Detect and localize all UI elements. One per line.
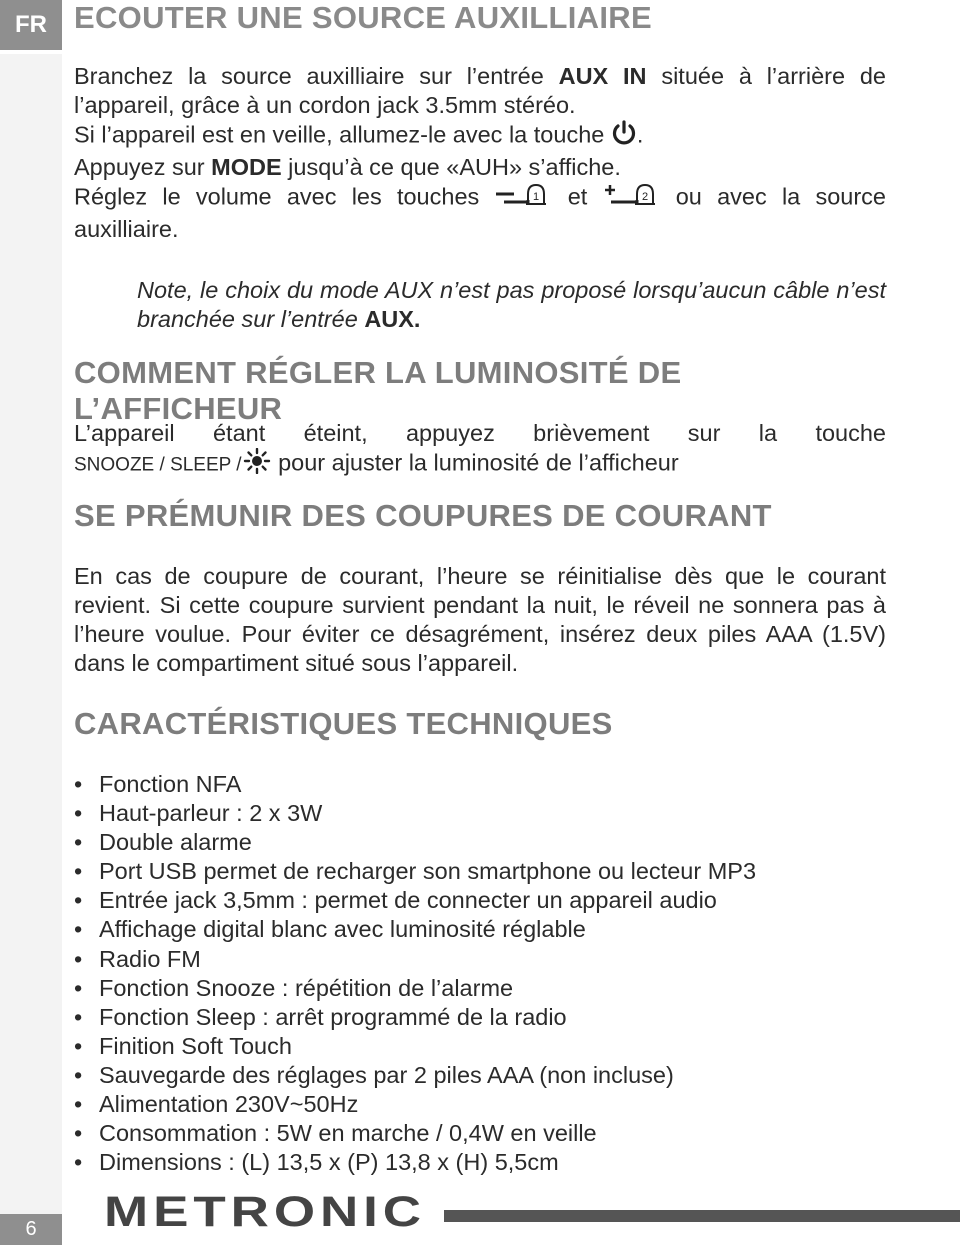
text: située à l’arrière de l’appareil, grâce à un cordon jack 3.5mm stéréo.: [74, 63, 886, 118]
list-item: [74, 1119, 886, 1148]
bullet: •: [74, 858, 83, 885]
bullet: •: [74, 1003, 83, 1030]
list-item: [74, 1061, 886, 1090]
snooze-sleep-label: SNOOZE / SLEEP /: [74, 454, 242, 476]
list-item: [74, 886, 886, 915]
text: ou avec la source auxilliaire.: [74, 183, 886, 242]
text: Appuyez sur: [74, 154, 212, 180]
power-cut-text: En cas de coupure de courant, l’heure se réinitialise dès que le courant revient. Si cette coupure survient pendant la nuit, le réveil ne sonnera pas à l’heure voulue. Pour éviter ce désagrément, insérez deux piles AAA (1.5V) dans le compartiment situé sous l’appareil.: [74, 563, 886, 676]
section-title-power-cut: SE PRÉMUNIR DES COUPURES DE COURANT: [74, 498, 772, 533]
list-item-text: Affichage digital blanc avec luminosité réglable: [99, 916, 586, 943]
list-item-text: Entrée jack 3,5mm : permet de connecter un appareil audio: [99, 887, 717, 914]
list-item: [74, 1003, 886, 1032]
text: Réglez le volume avec les touches: [74, 183, 495, 210]
list-item: [74, 1090, 886, 1119]
svg-text:1: 1: [533, 191, 540, 203]
bullet: •: [74, 945, 83, 972]
aux-in-label: AUX IN: [558, 63, 647, 89]
specs-list-block: [74, 770, 886, 1177]
specs-list: [74, 770, 886, 1177]
text: Si l’appareil est en veille, allumez-le avec la touche: [74, 121, 611, 148]
list-item-text: Consommation : 5W en marche / 0,4W en veille: [99, 1120, 597, 1147]
side-margin-bar: [0, 54, 62, 1214]
list-item-text: Fonction NFA: [99, 771, 242, 797]
section-title-brightness: COMMENT RÉGLER LA LUMINOSITÉ DE L’AFFICHEUR: [74, 355, 682, 426]
list-item: [74, 945, 886, 974]
brightness-line-2: [74, 448, 886, 481]
section-title-aux: ECOUTER UNE SOURCE AUXILLIAIRE: [74, 0, 652, 35]
bullet: •: [74, 1149, 83, 1176]
aux-paragraph-4: [74, 182, 886, 244]
list-item-text: Haut-parleur : 2 x 3W: [99, 800, 323, 827]
page-number: 6: [0, 1214, 62, 1245]
list-item: [74, 828, 886, 857]
volume-down-alarm1-icon: [494, 182, 552, 215]
aux-paragraph-2: [74, 120, 886, 153]
list-item-text: Fonction Snooze : répétition de l’alarme: [99, 974, 514, 1001]
list-item: [74, 974, 886, 1003]
aux-note: [137, 276, 886, 334]
list-item: [74, 915, 886, 944]
list-item-text: Finition Soft Touch: [99, 1032, 292, 1059]
text: .: [636, 121, 644, 148]
list-item-text: Double alarme: [99, 829, 252, 856]
svg-text:2: 2: [641, 191, 648, 203]
list-item-text: Fonction Sleep : arrêt programmé de la radio: [99, 1003, 567, 1030]
section-title-specs: CARACTÉRISTIQUES TECHNIQUES: [74, 706, 613, 741]
text: jusqu’à ce que «AUH» s’affiche.: [281, 154, 621, 180]
list-item: [74, 799, 886, 828]
power-cut-text-block: [74, 562, 886, 678]
power-icon: [611, 120, 637, 153]
footer-rule: [444, 1210, 960, 1222]
text: Note, le choix du mode AUX n’est pas proposé lorsqu’aucun câble n’est branchée sur l’entrée: [137, 277, 886, 332]
bullet: •: [74, 1091, 83, 1118]
aux-label: AUX.: [364, 306, 421, 332]
list-item-text: Alimentation 230V~50Hz: [99, 1091, 359, 1118]
aux-paragraph-3: [74, 153, 886, 182]
list-item: [74, 770, 886, 799]
bullet: •: [74, 829, 83, 856]
brightness-instructions: [74, 419, 886, 481]
bullet: •: [74, 1061, 83, 1088]
list-item-text: Radio FM: [99, 945, 201, 972]
mode-label: MODE: [211, 154, 282, 180]
brightness-icon: [242, 448, 272, 481]
list-item-text: Sauvegarde des réglages par 2 piles AAA (non incluse): [99, 1061, 674, 1088]
brand-wordmark: METRONIC: [104, 1192, 426, 1232]
metronic-logo: [104, 1192, 430, 1237]
bullet: •: [74, 800, 83, 827]
bullet: •: [74, 1032, 83, 1059]
text: et: [552, 183, 603, 210]
aux-instructions: [74, 62, 886, 244]
note-text: [137, 276, 886, 334]
bullet: •: [74, 916, 83, 943]
text: Branchez la source auxilliaire sur l’entrée: [74, 63, 559, 89]
list-item-text: Dimensions : (L) 13,5 x (P) 13,8 x (H) 5,5cm: [99, 1149, 559, 1176]
brightness-line-1: L’appareil étant éteint, appuyez brièvement sur la touche: [74, 420, 886, 446]
bullet: •: [74, 1120, 83, 1147]
list-item: [74, 1032, 886, 1061]
list-item: [74, 857, 886, 886]
text: pour ajuster la luminosité de l’afficheur: [271, 449, 679, 476]
list-item: [74, 1148, 886, 1177]
language-tab: FR: [0, 0, 62, 50]
aux-paragraph-1: [74, 62, 886, 120]
bullet: •: [74, 771, 83, 797]
list-item-text: Port USB permet de recharger son smartphone ou lecteur MP3: [99, 858, 757, 885]
bullet: •: [74, 887, 83, 914]
bullet: •: [74, 974, 83, 1001]
volume-up-alarm2-icon: [603, 182, 661, 215]
